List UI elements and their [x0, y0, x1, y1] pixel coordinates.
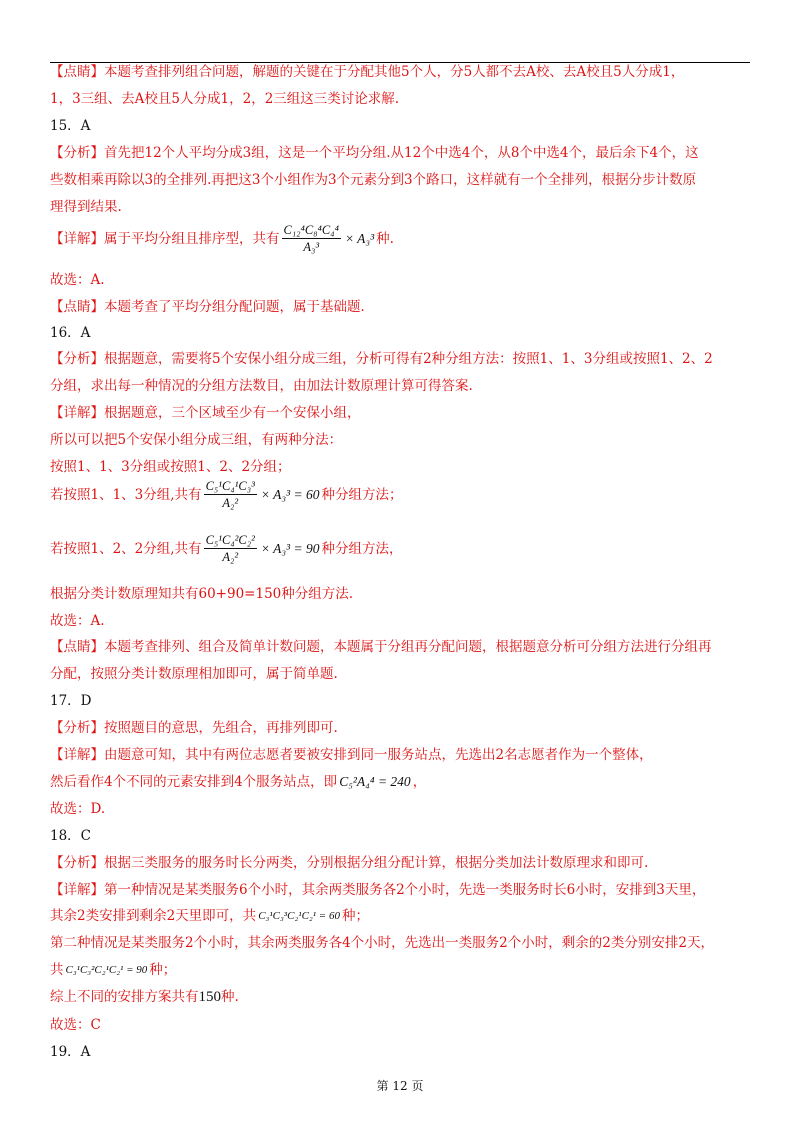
formula-suffix: 种分组方法； [321, 486, 403, 503]
text-line: 故选：C [50, 1017, 101, 1033]
page-footer: 第 12 页 [376, 1079, 424, 1093]
formula-line [50, 532, 402, 565]
formula-prefix: 若按照1、2、2分组,共有 [50, 540, 202, 557]
formula-suffix: 种； [341, 908, 369, 924]
fraction-denominator: A₃³ [303, 240, 320, 254]
formula-suffix: 种. [221, 989, 239, 1005]
text-line: 根据分类计数原理知共有60+90=150种分组方法. [50, 586, 354, 602]
formula-term: C₃¹C₃²C₂¹C₂¹ = 90 [65, 964, 148, 976]
formula-prefix: 其余2类安排到剩余2天里即可，共 [50, 908, 257, 924]
text-line: 故选：D. [50, 801, 106, 817]
formula-line [50, 906, 369, 926]
text-line: 【点睛】本题考查排列组合问题，解题的关键在于分配其他5个人，分5人都不去A校、去A校且5人分成1， [50, 64, 685, 80]
formula-line [50, 987, 239, 1007]
text-line: 所以可以把5个安保小组分成三组，有两种分法： [50, 432, 343, 448]
formula-suffix: 种； [149, 962, 177, 978]
formula-term: C₅²A₄⁴ = 240 [339, 774, 411, 789]
fraction-denominator: A₂² [222, 550, 239, 564]
formula-suffix: ， [412, 774, 427, 790]
text-line: 【详解】由题意可知，其中有两位志愿者要被安排到同一服务站点，先选出2名志愿者作为一个整体， [50, 747, 653, 763]
text-line: 【分析】根据三类服务的服务时长分两类，分别根据分组分配计算，根据分类加法计数原理求和即可. [50, 855, 649, 871]
answer-number: 15．A [50, 118, 91, 134]
formula-line [50, 478, 402, 511]
text-line: 1，3三组、去A校且5人分成1，2，2三组这三类讨论求解. [50, 91, 400, 107]
text-line: 【点睛】本题考查排列、组合及简单计数问题，本题属于分组再分配问题，根据题意分析可分组方法进行分组再 [50, 639, 712, 655]
text-line: 分配，按照分类计数原理相加即可，属于简单题. [50, 666, 338, 682]
formula-term: × A₃³ = 60 [260, 486, 320, 502]
text-line: 【详解】第一种情况是某类服务6个小时，其余两类服务各2个小时，先选一类服务时长6小时，安排到3天里， [50, 882, 706, 898]
fraction [204, 532, 257, 565]
text-line: 理得到结果. [50, 199, 122, 215]
text-line: 些数相乘再除以3的全排列.再把这3个小组作为3个元素分到3个路口，这样就有一个全排列，根据分步计数原 [50, 172, 697, 188]
text-line: 【分析】首先把12个人平均分成3组，这是一个平均分组.从12个中选4个，从8个中选4个，最后余下4个，这 [50, 145, 699, 161]
answer-number: 18．C [50, 828, 92, 844]
text-line: 【分析】根据题意，需要将5个安保小组分成三组，分析可得有2种分组方法：按照1、1、3分组或按照1、2、2 [50, 351, 713, 367]
formula-suffix: 种. [376, 230, 394, 247]
formula-prefix: 共 [50, 962, 64, 978]
formula-suffix: 种分组方法， [321, 540, 403, 557]
text-line: 故选：A. [50, 272, 105, 288]
formula-line [50, 960, 176, 980]
answer-number: 19．A [50, 1044, 91, 1060]
formula-term: 150 [198, 989, 221, 1005]
formula-prefix: 【详解】属于平均分组且排序型，共有 [50, 230, 280, 247]
text-line: 按照1、1、3分组或按照1、2、2分组； [50, 459, 291, 475]
formula-line [50, 222, 394, 255]
text-line: 【详解】根据题意，三个区域至少有一个安保小组， [50, 405, 361, 421]
formula-prefix: 然后看作4个不同的元素安排到4个服务站点，即 [50, 774, 338, 790]
fraction [282, 222, 341, 255]
formula-prefix: 综上不同的安排方案共有 [50, 989, 199, 1005]
text-line: 故选：A. [50, 613, 105, 629]
answer-number: 16．A [50, 325, 91, 341]
text-line: 分组，求出每一种情况的分组方法数目，由加法计数原理计算可得答案. [50, 378, 473, 394]
formula-term: × A₃³ = 90 [260, 540, 320, 556]
formula-prefix: 若按照1、1、3分组,共有 [50, 486, 202, 503]
formula-line [50, 772, 426, 792]
answer-number: 17．D [50, 693, 92, 709]
formula-term: × A₃³ [344, 230, 375, 246]
fraction-numerator: C₅¹C₄²C₂² [205, 533, 255, 547]
formula-term: C₃¹C₃³C₂¹C₂¹ = 60 [258, 910, 340, 922]
fraction-denominator: A₂² [222, 496, 239, 510]
fraction [204, 478, 257, 511]
fraction-numerator: C₁₂⁴C₈⁴C₄⁴ [283, 223, 339, 237]
text-line: 【点睛】本题考查了平均分组分配问题，属于基础题. [50, 299, 365, 315]
text-line: 【分析】按照题目的意思，先组合，再排列即可. [50, 720, 338, 736]
fraction-numerator: C₅¹C₄¹C₃³ [205, 479, 255, 493]
text-line: 第二种情况是某类服务2个小时，其余两类服务各4个小时，先选出一类服务2个小时，剩余的2类分别安排2天， [50, 935, 714, 951]
